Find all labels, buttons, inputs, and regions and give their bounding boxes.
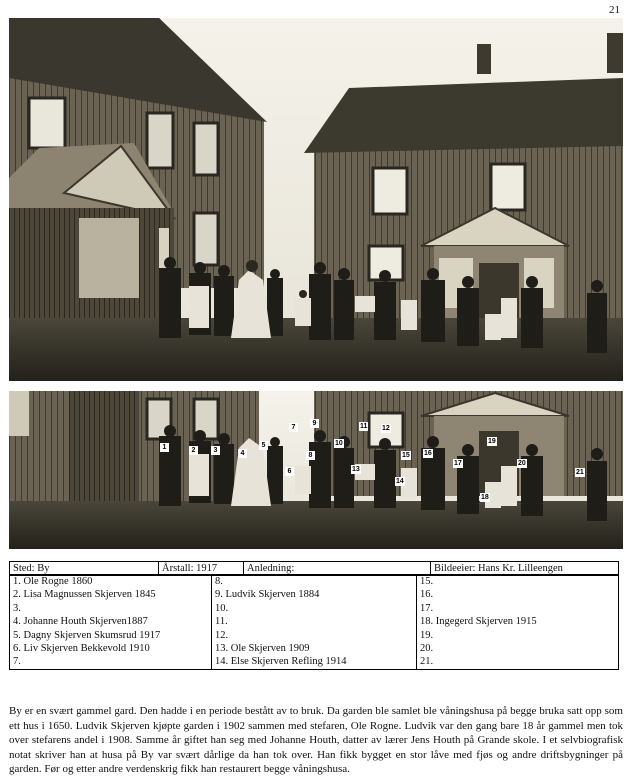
name-entry: 15. [420,576,434,587]
person-label-19: 19 [488,438,496,445]
name-entry: 18. Ingegerd Skjerven 1915 [420,616,537,628]
farm-photo-top [9,18,623,381]
person-label-17: 17 [454,460,462,467]
person-label-3: 3 [211,446,220,455]
person-label-21: 21 [576,469,584,476]
person-label-15: 15 [402,452,410,459]
name-entry: 21. [420,656,434,668]
name-entry: 2. Lisa Magnussen Skjerven 1845 [13,589,156,601]
person-label-7: 7 [289,423,298,432]
names-column-3 [417,575,619,670]
name-entry: 4. Johanne Houth Skjerven1887 [13,616,148,628]
person-label-13: 13 [352,466,360,473]
name-entry: 10. [215,602,229,614]
person-label-10: 10 [335,440,343,447]
person-label-5: 5 [259,441,268,450]
name-entry: 19. [420,629,434,641]
person-label-16: 16 [424,450,432,457]
names-column-1 [10,575,212,670]
occasion-cell: Anledning: [244,562,431,576]
person-label-4: 4 [238,449,247,458]
farm-photo-numbered-image [9,391,623,549]
name-entry: 7. [13,656,21,668]
name-entry: 20. [420,642,434,654]
person-label-14: 14 [396,478,404,485]
name-entry: 12. [215,629,229,641]
name-entry: 5. Dagny Skjerven Skumsrud 1917 [13,629,161,641]
name-entry: 6. Liv Skjerven Bekkevold 1910 [13,642,150,654]
person-label-9: 9 [310,419,319,428]
names-column-2 [212,575,417,670]
person-label-12: 12 [382,425,390,432]
name-entry: 17. [420,602,434,614]
year-cell: Årstall: 1917 [159,562,244,576]
person-label-11: 11 [360,423,368,430]
name-entry: 8. [215,576,223,587]
person-label-2: 2 [189,446,198,455]
farm-photo-numbered [9,391,623,549]
name-entry: 13. Ole Skjerven 1909 [215,642,310,654]
name-entry: 16. [420,589,434,601]
person-label-8: 8 [306,451,315,460]
person-label-18: 18 [481,494,489,501]
names-table [9,574,619,670]
person-label-1: 1 [160,443,169,452]
owner-cell: Bildeeier: Hans Kr. Lilleengen [431,562,619,576]
history-paragraph: By er en svært gammel gard. Den hadde i en periode bestått av to bruk. Da garden ble samlet ble våningshusa på begge bruka satt opp som ett hus i 1650. Ludvik Skjerven kjøpte garden i 1902 sammen med stefaren, Ole Rogne. Ludvik var den gang bare 18 år gammel men tok over stefarens andel i 1908. Samme år giftet han seg med Johanne Houth, datter av lærer Jens Houth på Grande skole. I et selvbiografisk notat skriver han at husa på By var svært dårlige da han tok over. Han fikk bygget en stor låve med fjøs og andre driftsbygninger på garden. Før og etter andre verdenskrig fikk han restaurert begge våningshusa. [9,705,623,776]
name-entry: 11. [215,616,228,628]
name-entry: 14. Else Skjerven Refling 1914 [215,656,347,668]
person-label-20: 20 [518,460,526,467]
name-entry: 9. Ludvik Skjerven 1884 [215,589,320,601]
name-entry: 1. Ole Rogne 1860 [13,576,93,587]
farm-photo-top-image [9,18,623,381]
name-entry: 3. [13,602,21,614]
page-number: 21 [609,4,620,16]
place-cell: Sted: By [10,562,159,576]
person-label-6: 6 [285,467,294,476]
